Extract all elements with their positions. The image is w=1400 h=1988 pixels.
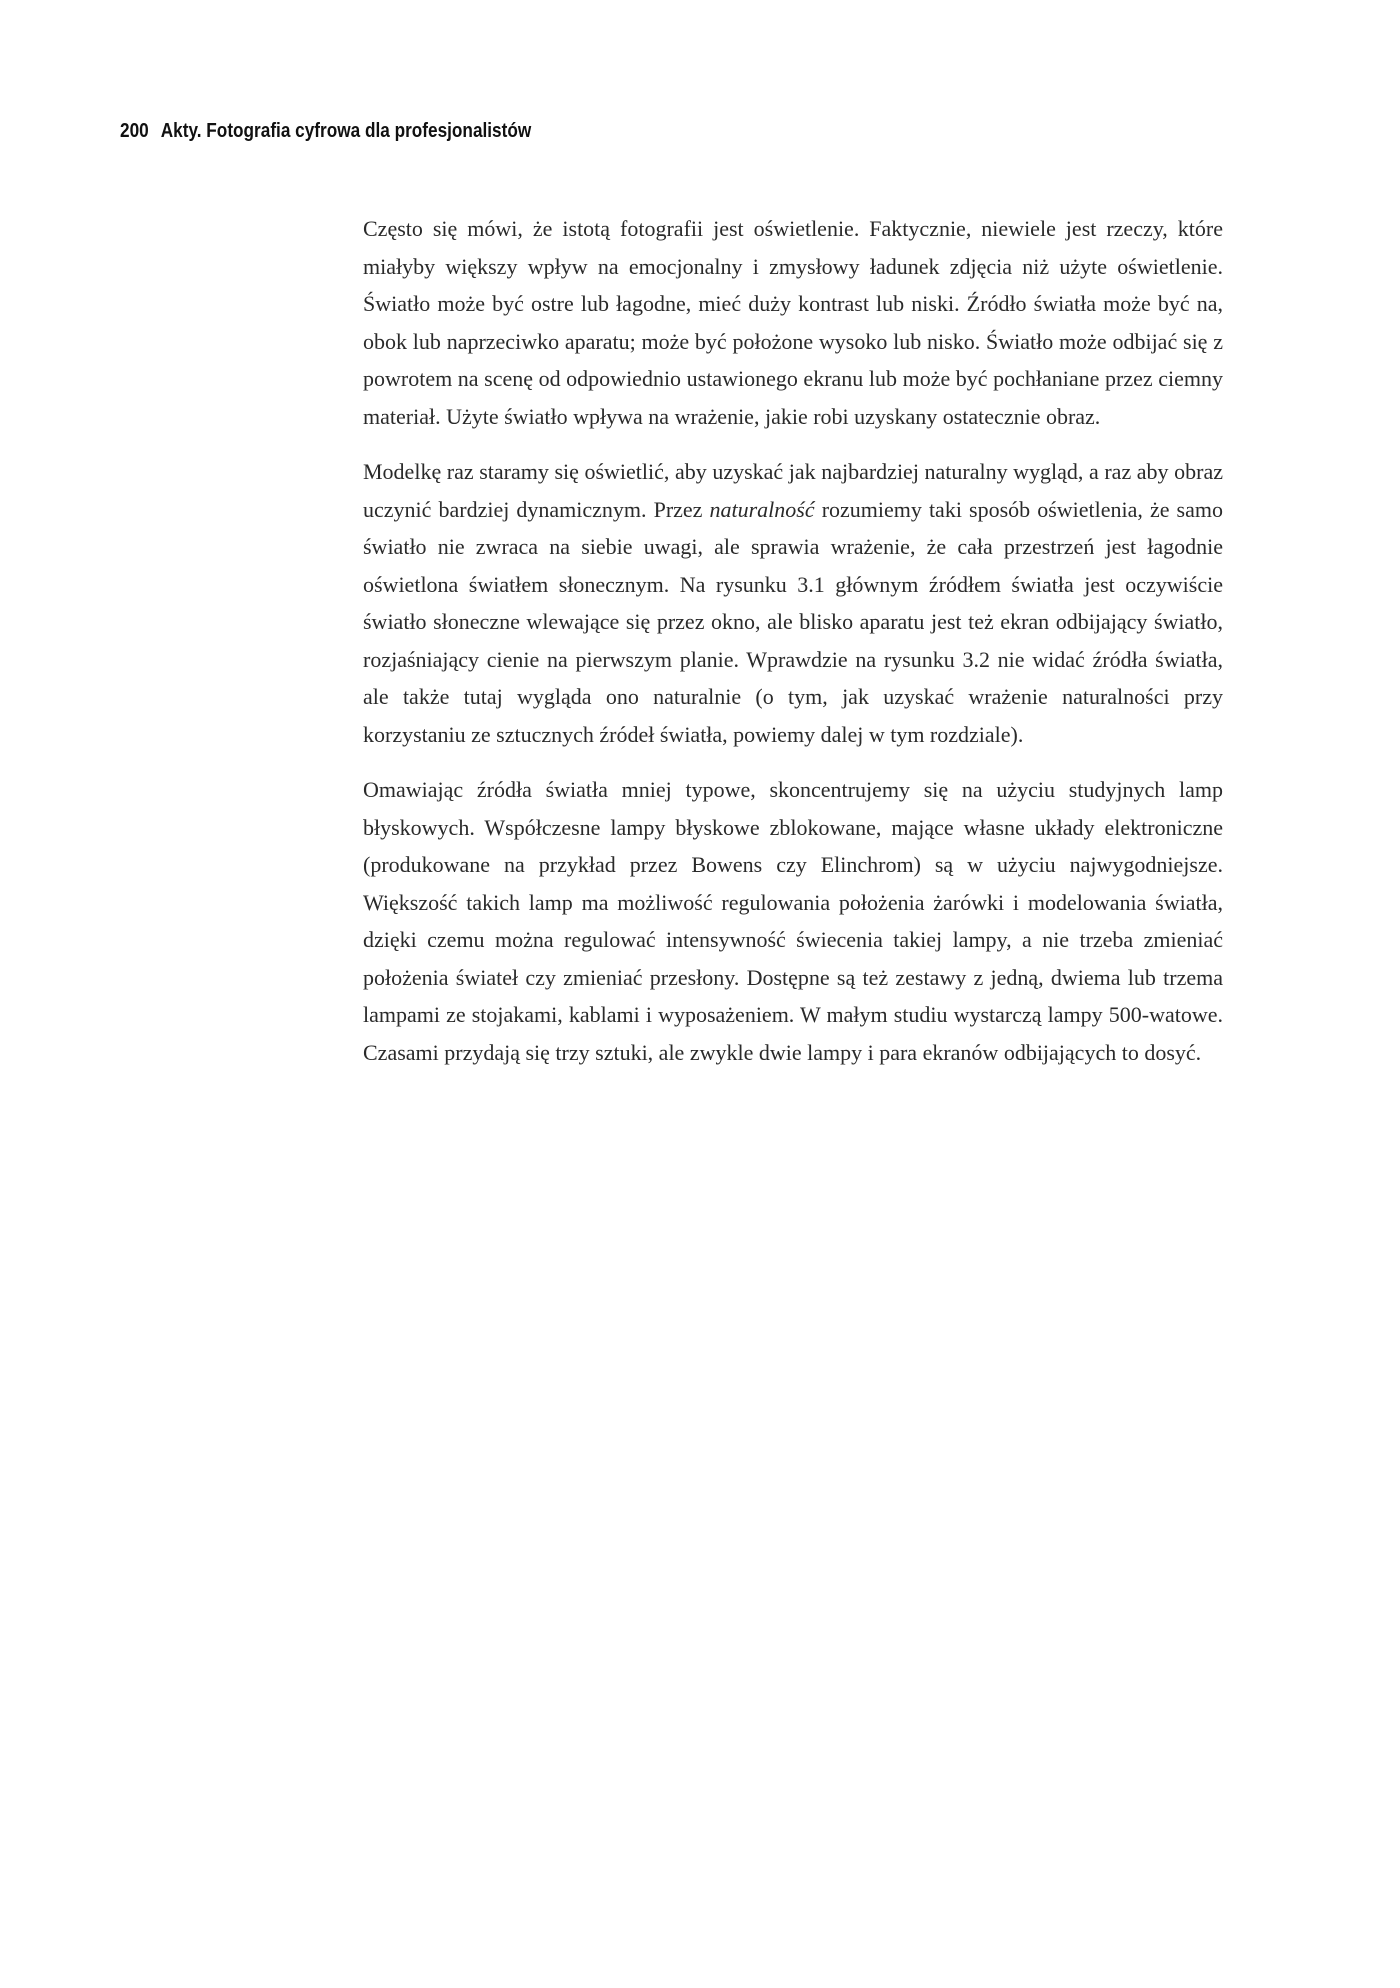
paragraph-3: Omawiając źródła światła mniej typowe, skoncentrujemy się na użyciu studyjnych lamp błyskowych. Współczesne lampy błyskowe zblokowane, mające własne układy elektroniczne (produkowane na przykład przez Bowens czy Elinchrom) są w użyciu najwygodniejsze. Większość takich lamp ma możliwość regulowania położenia żarówki i modelowania światła, dzięki czemu można regulować intensywność świecenia takiej lampy, a nie trzeba zmieniać położenia świateł czy zmieniać przesłony. Dostępne są też zestawy z jedną, dwiema lub trzema lampami ze stojakami, kablami i wyposażeniem. W małym studiu wystarczą lampy 500-watowe. Czasami przydają się trzy sztuki, ale zwykle dwie lampy i para ekranów odbijających to dosyć. [363,777,1223,1065]
book-title: Akty. Fotografia cyfrowa dla profesjonalistów [160,120,532,142]
running-header [120,120,531,143]
paragraph-2-text-after: rozumiemy taki sposób oświetlenia, że samo światło nie zwraca na siebie uwagi, ale sprawia wrażenie, że cała przestrzeń jest łagodnie oświetlona światłem słonecznym. Na rysunku 3.1 głównym źródłem światła jest oczywiście światło słoneczne wlewające się przez okno, ale blisko aparatu jest też ekran odbijający światło, rozjaśniający cienie na pierwszym planie. Wprawdzie na rysunku 3.2 nie widać źródła światła, ale także tutaj wygląda ono naturalnie (o tym, jak uzyskać wrażenie naturalności przy korzystaniu ze sztucznych źródeł światła, powiemy dalej w tym rozdziale). [363,496,1223,747]
paragraph-2 [363,453,1223,753]
body-text [363,210,1223,1089]
paragraph-2-text-before: Modelkę raz staramy się oświetlić, aby uzyskać jak najbardziej naturalny wygląd, a raz aby obraz uczynić bardziej dynamicznym. Przez [363,459,1223,522]
page-number: 200 [120,120,149,142]
paragraph-2-emphasis: naturalność [709,496,815,522]
paragraph-1: Często się mówi, że istotą fotografii jest oświetlenie. Faktycznie, niewiele jest rzeczy, które miałyby większy wpływ na emocjonalny i zmysłowy ładunek zdjęcia niż użyte oświetlenie. Światło może być ostre lub łagodne, mieć duży kontrast lub niski. Źródło światła może być na, obok lub naprzeciwko aparatu; może być położone wysoko lub nisko. Światło może odbijać się z powrotem na scenę od odpowiednio ustawionego ekranu lub może być pochłaniane przez ciemny materiał. Użyte światło wpływa na wrażenie, jakie robi uzyskany ostatecznie obraz. [363,216,1223,429]
